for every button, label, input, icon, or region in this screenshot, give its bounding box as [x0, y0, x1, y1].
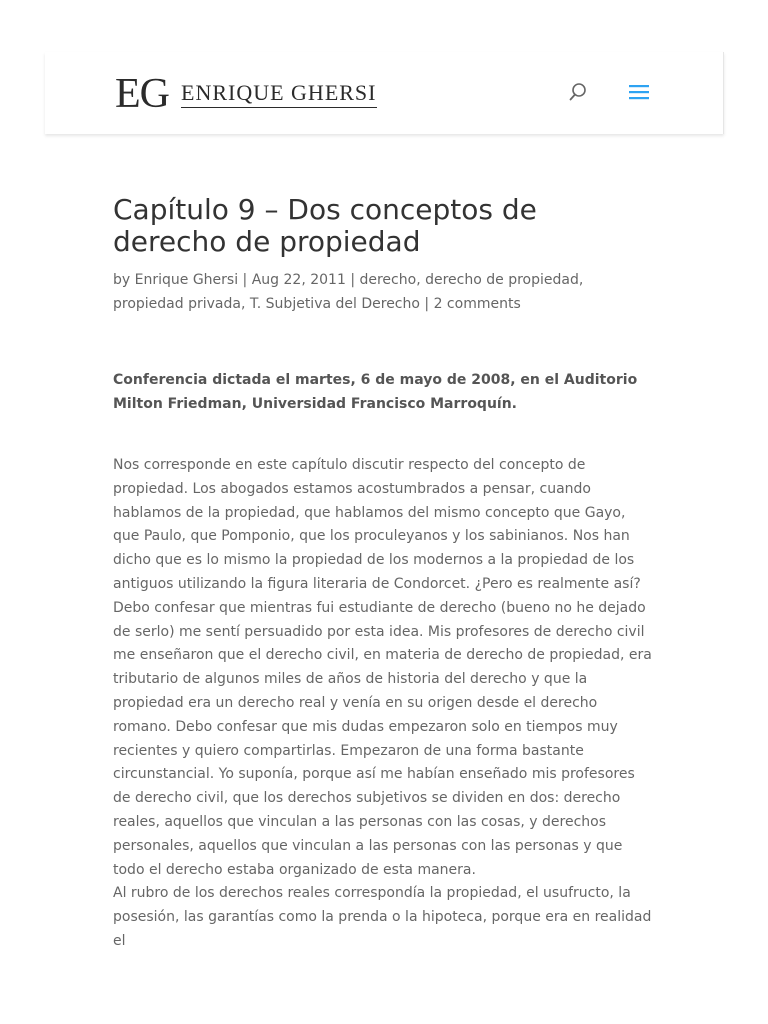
site-header [45, 52, 724, 134]
search-icon[interactable] [568, 82, 588, 102]
page-title: Capítulo 9 – Dos conceptos de derecho de propiedad [113, 193, 537, 258]
body-paragraph: Nos corresponde en este capítulo discutir respecto del concepto de propiedad. Los abogados estamos acostumbrados a pensar, cuando hablamos de la propiedad, que hablamos del mismo concepto que Gayo, que Paulo, que Pomponio, que los proculeyanos y los sabinianos. Nos han dicho que es lo mismo la propiedad de los modernos a la propiedad de los antiguos utilizando la figura literaria de Condorcet. ¿Pero es realmente así? Debo confesar que mientras fui estudiante de derecho (bueno no he dejado de serlo) me sentí persuadido por esta idea. Mis profesores de derecho civil me enseñaron que el derecho civil, en materia de derecho de propiedad, era tributario de algunos miles de años de historia del derecho y que la propiedad era un derecho real y venía en su origen desde el derecho romano. Debo confesar que mis dudas empezaron solo en tiempos muy recientes y quiero compartirlas. Empezaron de una forma bastante circunstancial. Yo suponía, porque así me habían enseñado mis profesores de derecho civil, que los derechos subjetivos se dividen en dos: derecho reales, aquellos que vinculan a las personas con las cosas, y derechos personales, aquellos que vinculan a las personas con las personas y que todo el derecho estaba organizado de esta manera. [113, 457, 652, 878]
post-date: Aug 22, 2011 [251, 272, 346, 288]
category-link-derecho-de-propiedad[interactable]: derecho de propiedad [425, 272, 579, 288]
category-link-propiedad-privada[interactable]: propiedad privada [113, 296, 241, 312]
body-paragraph: Al rubro de los derechos reales correspondía la propiedad, el usufructo, la posesión, las garantías como la prenda o la hipoteca, porque era en realidad el [113, 885, 652, 949]
post-body [113, 454, 653, 954]
meta-by: by [113, 272, 131, 288]
site-logo[interactable] [115, 72, 377, 116]
author-link[interactable]: Enrique Ghersi [134, 272, 239, 288]
hamburger-menu-icon[interactable] [628, 82, 650, 102]
category-link-subjetiva-del-derecho[interactable]: T. Subjetiva del Derecho [249, 296, 420, 312]
meta-separator: | [242, 272, 248, 288]
category-link-derecho[interactable]: derecho [359, 272, 417, 288]
post-lede: Conferencia dictada el martes, 6 de mayo de 2008, en el Auditorio Milton Friedman, Universidad Francisco Marroquín. [113, 372, 638, 412]
post-meta: by Enrique Ghersi | Aug 22, 2011 | derecho, derecho de propiedad, propiedad privada, T. Subjetiva del Derecho | 2 comments [113, 272, 584, 312]
meta-separator: | [424, 296, 430, 312]
logo-wordmark: ENRIQUE GHERSI [181, 81, 377, 108]
comments-link[interactable]: 2 comments [433, 296, 521, 312]
post-content [113, 194, 653, 954]
logo-monogram: EG [115, 71, 169, 117]
meta-separator: | [350, 272, 356, 288]
